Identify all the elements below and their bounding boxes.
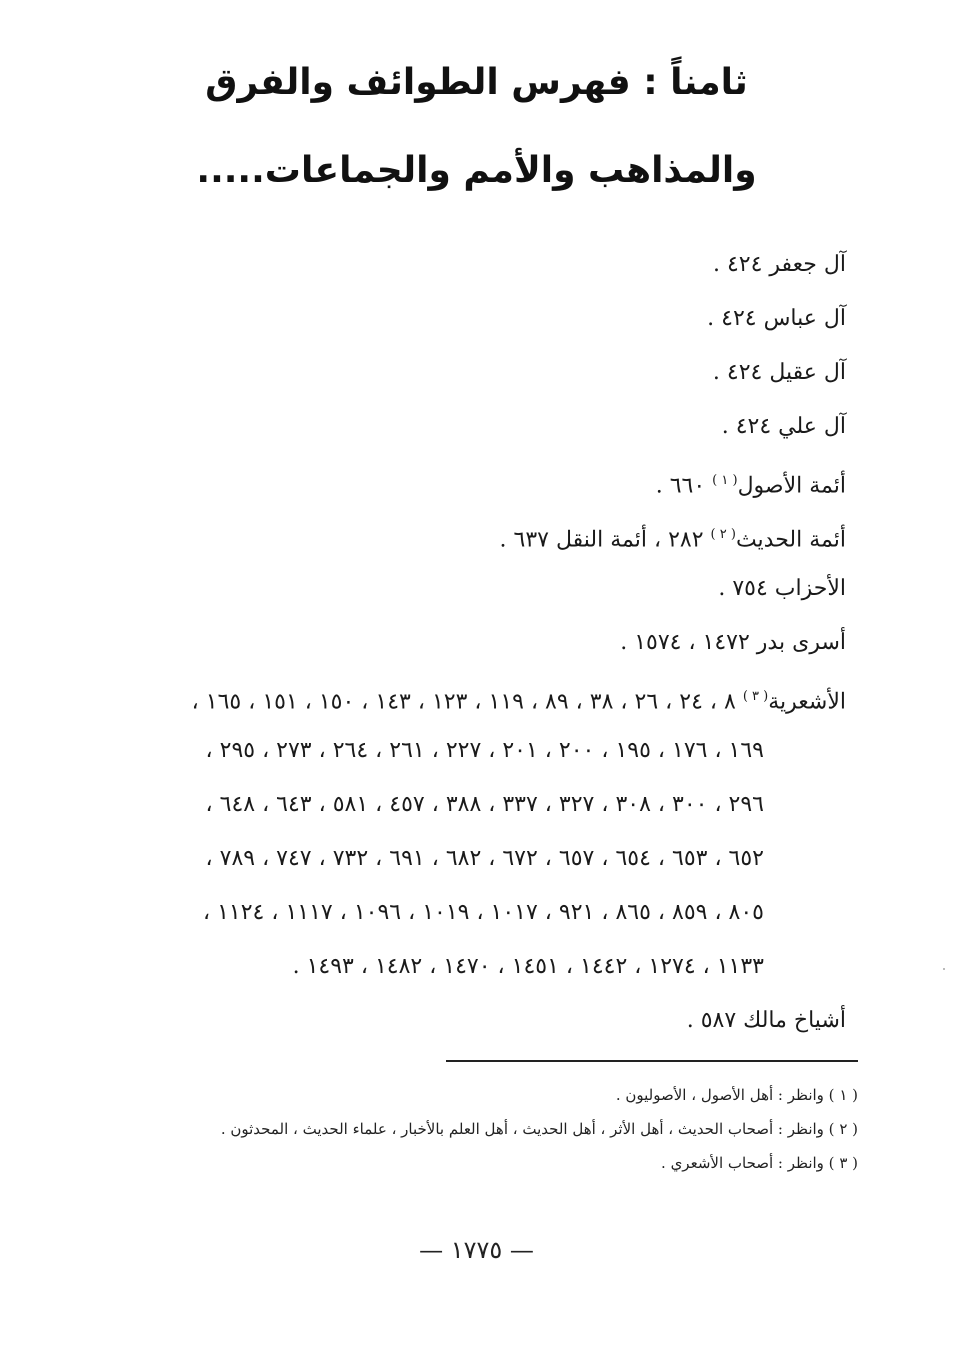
index-entry [126, 346, 846, 400]
page-subtitle: والمذاهب والأمم والجماعات..... [196, 150, 757, 191]
entry-pages: ٦٦٠ . [655, 473, 706, 499]
footnote-marker: ( ٣ ) [742, 689, 769, 704]
index-entry [126, 454, 846, 508]
entry-pages: ١٦٩ ، ١٧٦ ، ١٩٥ ، ٢٠٠ ، ٢٠١ ، ٢٢٧ ، ٢٦١ ، ٢٦٤ ، ٢٧٣ ، ٢٩٥ ، [205, 738, 764, 763]
entry-text: آل عباس ٤٢٤ . [707, 306, 846, 331]
entry-term: الأشعرية [768, 689, 846, 715]
index-entry [126, 238, 846, 292]
footnotes [138, 1078, 858, 1180]
entry-pages: ٢٩٦ ، ٣٠٠ ، ٣٠٨ ، ٣٢٧ ، ٣٣٧ ، ٣٨٨ ، ٤٥٧ ، ٥٨١ ، ٦٤٣ ، ٦٤٨ ، [205, 792, 764, 817]
page-title: ثامناً : فهرس الطوائف والفرق [205, 62, 748, 103]
footnote: ( ١ ) وانظر : أهل الأصول ، الأصوليون . [615, 1086, 858, 1104]
index-entry-continuation [126, 778, 846, 832]
entry-pages: ٨ ، ٢٤ ، ٢٦ ، ٣٨ ، ٨٩ ، ١١٩ ، ١٢٣ ، ١٤٣ ، ١٥٠ ، ١٥١ ، ١٦٥ ، [191, 689, 736, 715]
index-entry [126, 994, 846, 1048]
footnote: ( ٣ ) وانظر : أصحاب الأشعري . [661, 1154, 858, 1172]
index-entry [126, 670, 846, 724]
index-entry [126, 562, 846, 616]
entry-text: أسرى بدر ١٤٧٢ ، ١٥٧٤ . [620, 630, 846, 655]
footnote-divider [446, 1060, 858, 1062]
index-entries [126, 238, 846, 1048]
index-entry [126, 508, 846, 562]
index-entry [126, 400, 846, 454]
entry-term: أئمة الأصول [737, 473, 846, 499]
index-entry [126, 616, 846, 670]
index-entry-continuation [126, 832, 846, 886]
index-entry-continuation [126, 724, 846, 778]
entry-pages: ٢٨٢ ، أئمة النقل ٦٣٧ . [499, 527, 704, 553]
index-entry-continuation [126, 886, 846, 940]
entry-pages: ٦٥٢ ، ٦٥٣ ، ٦٥٤ ، ٦٥٧ ، ٦٧٢ ، ٦٨٢ ، ٦٩١ ، ٧٣٢ ، ٧٤٧ ، ٧٨٩ ، [205, 846, 764, 871]
entry-text: أشياخ مالك ٥٨٧ . [686, 1008, 846, 1033]
footnote: ( ٢ ) وانظر : أصحاب الحديث ، أهل الأثر ، أهل الحديث ، أهل العلم بالأخبار ، علماء الحديث ، المحدثون . [220, 1120, 858, 1138]
entry-text: الأحزاب ٧٥٤ . [718, 576, 846, 601]
entry-pages: ٨٠٥ ، ٨٥٩ ، ٨٦٥ ، ٩٢١ ، ١٠١٧ ، ١٠١٩ ، ١٠٩٦ ، ١١١٧ ، ١١٢٤ ، [203, 900, 764, 925]
entry-pages: ١١٣٣ ، ١٢٧٤ ، ١٤٤٢ ، ١٤٥١ ، ١٤٧٠ ، ١٤٨٢ ، ١٤٩٣ . [292, 954, 764, 979]
footnote-marker: ( ٢ ) [710, 527, 736, 542]
entry-text: آل عقيل ٤٢٤ . [712, 360, 846, 385]
entry-text: آل جعفر ٤٢٤ . [712, 252, 846, 277]
index-entry-continuation [126, 940, 846, 994]
scan-speck [943, 968, 945, 970]
entry-term: أئمة الحديث [735, 527, 846, 553]
index-entry [126, 292, 846, 346]
page-number: — ١٧٧٥ — [419, 1236, 534, 1264]
footnote-marker: ( ١ ) [712, 473, 738, 488]
entry-text: آل علي ٤٢٤ . [721, 414, 846, 439]
